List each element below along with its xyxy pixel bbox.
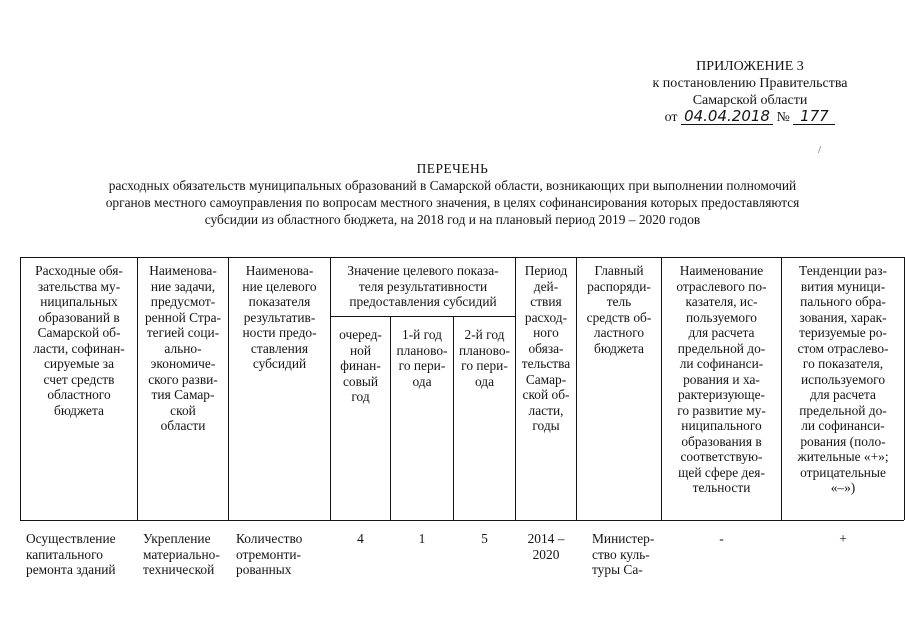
- heading-line-3: субсидии из областного бюджета, на 2018 год и на плановый период 2019 – 2020 годов: [204, 212, 701, 227]
- header-indicator: Наименова- ние целевого показателя результатив- ности предо- ставления субсидий: [242, 263, 317, 371]
- handwritten-number: 177: [793, 109, 835, 125]
- header-obligations: Расходные обя- зательства му- ниципальных образований в Самарской об- ласти, софинан- сируемые за счет средств областного бюджета: [33, 263, 125, 418]
- subheader-divider: [330, 316, 515, 317]
- subheader-year2: 2-й год планово- го пери- ода: [458, 327, 511, 389]
- cell-period: 2014 – 2020: [527, 531, 565, 562]
- appendix-title: ПРИЛОЖЕНИЕ 3: [696, 59, 804, 74]
- appendix-block: [600, 58, 900, 126]
- table-top-border: [20, 257, 904, 258]
- cell-value-current: 4: [357, 531, 364, 546]
- document-title: ПЕРЕЧЕНЬ: [416, 161, 489, 176]
- cell-obligation: Осуществление капитального ремонта зданий: [26, 531, 116, 577]
- appendix-resolution: к постановлению Правительства: [652, 76, 848, 91]
- cell-value-year2: 5: [481, 531, 488, 546]
- header-task: Наименова- ние задачи, предусмот- ренной Стра- тегией соци- ально- экономиче- ского разви- тия Самар- ской области: [144, 263, 222, 433]
- header-tendency: Тенденции раз- вития муници- пального обра- зования, харак- теризуемые ро- стом отраслево- го показателя, используемого для расчета предельной до- ли софинанси- рования (поло- жительные «+»; отрицательные «–»): [797, 263, 889, 495]
- subheader-current-year: очеред- ной финан- совый год: [339, 327, 382, 404]
- header-target-values: Значение целевого показа- теля результативности предоставления субсидий: [347, 263, 499, 309]
- appendix-region: Самарской области: [692, 93, 808, 108]
- cell-value-year1: 1: [418, 531, 426, 546]
- handwritten-date: 04.04.2018: [681, 109, 773, 125]
- cell-budget-manager: Министер- ство куль- туры Са-: [592, 531, 655, 577]
- header-budget-manager: Главный распоряди- тель средств об- ластного бюджета: [586, 263, 652, 356]
- stray-mark: /: [818, 144, 822, 156]
- cell-tendency: +: [839, 531, 847, 546]
- heading-line-1: расходных обязательств муниципальных образований в Самарской области, возникающих при выполнении полномочий: [108, 178, 797, 193]
- date-prefix: от: [664, 110, 678, 125]
- subheader-year1: 1-й год планово- го пери- ода: [396, 327, 448, 389]
- cell-sector-indicator: -: [719, 531, 724, 546]
- header-sector-indicator: Наименование отраслевого по- казателя, ис- пользуемого для расчета предельной до- ли софинанси- рования и ха- рактеризующе- го развитие му- ниципального образования в соответствую- щей сфере дея- тельности: [676, 263, 767, 495]
- cell-task: Укрепление материально- технической: [143, 531, 220, 577]
- table-header-bottom-border: [20, 520, 904, 521]
- heading-line-2: органов местного самоуправления по вопросам местного значения, в целях софинансирования которых предоставляются: [105, 195, 800, 210]
- document-heading: [20, 160, 885, 228]
- cell-indicator: Количество отремонти- рованных: [236, 531, 303, 577]
- header-period: Период дей- ствия расход- ного обяза- тельства Самар- ской об- ласти, годы: [521, 263, 571, 433]
- number-prefix: №: [776, 110, 790, 125]
- appendix-date-line: [600, 109, 900, 126]
